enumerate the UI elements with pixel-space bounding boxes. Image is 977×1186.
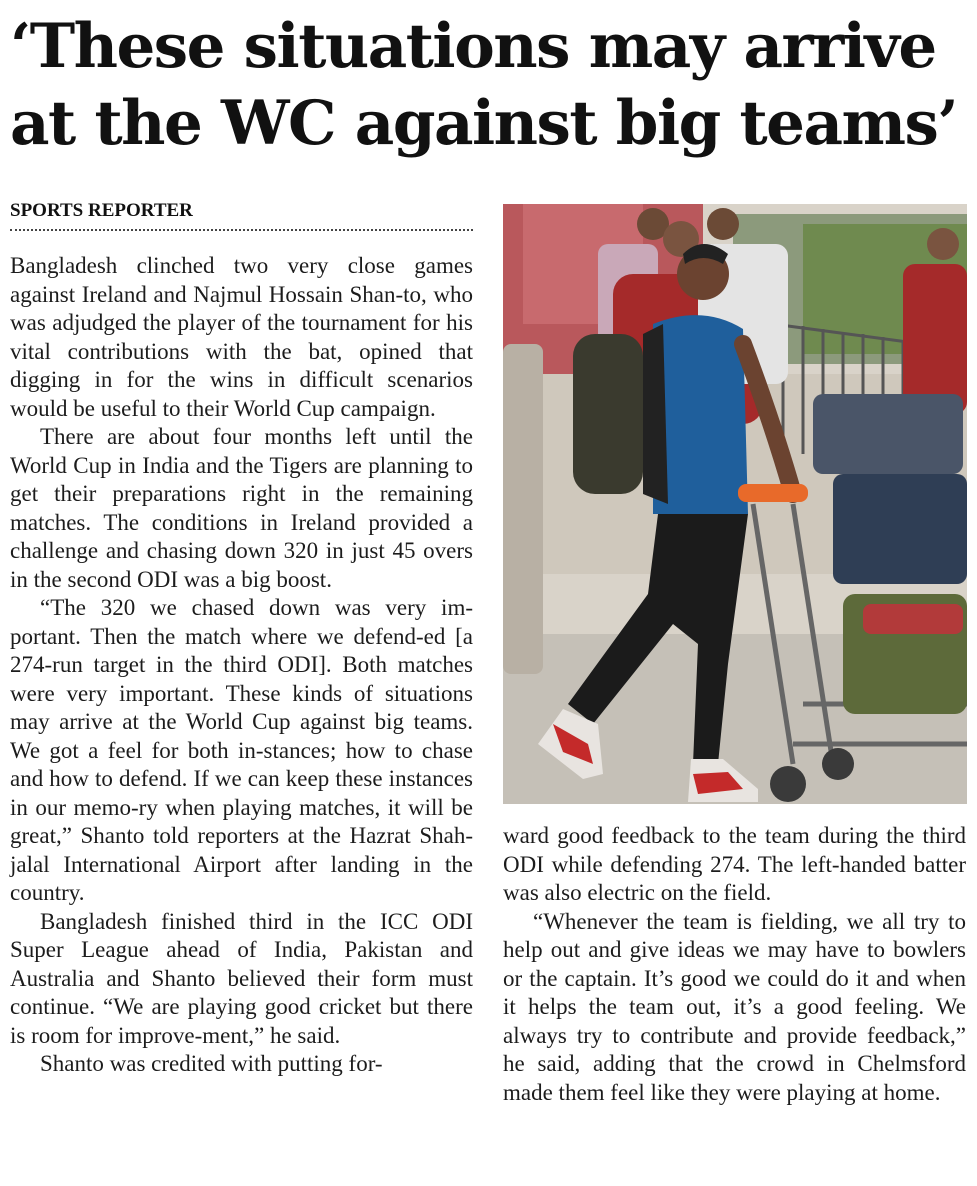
article-column-left [10,252,473,1079]
paragraph: ward good feedback to the team during the third ODI while defending 274. The left-handed batter was also electric on the field. [503,823,966,905]
paragraph: “Whenever the team is fielding, we all try to help out and give ideas we may have to bowlers or the captain. It’s good we could do it and when it helps the team out, it’s a good feeling. We always try to contribute and provide feedback,” he said, adding that the crowd in Chelmsford made them feel like they were playing at home. [503,908,966,1105]
paragraph: “The 320 we chased down was very im-portant. Then the match where we defend-ed [a 274-run target in the third ODI]. Both matches were very important. These kinds of situations may arrive at the World Cup against big teams. We got a feel for both in-stances; how to chase and how to defend. If we can keep these instances in our memo-ry when playing matches, it will be great,” Shanto told reporters at the Hazrat Shah-jalal International Airport after landing in the country. [10,595,473,905]
article-photo [503,204,967,804]
headline-line-1: ‘These situations may arrive [10,11,936,82]
paragraph: Bangladesh finished third in the ICC ODI Super League ahead of India, Pakistan and Australia and Shanto believed their form must continue. “We are playing good cricket but there is room for improve-ment,” he said. [10,908,473,1048]
byline: SPORTS REPORTER [10,200,193,221]
byline-divider [10,229,473,231]
photo-illustration [503,204,967,804]
paragraph: Shanto was credited with putting for- [40,1051,383,1076]
paragraph: Bangladesh clinched two very close games against Ireland and Najmul Hossain Shan-to, who was adjudged the player of the tournament for his vital contributions with the bat, opined that digging in for the wins in difficult scenarios would be useful to their World Cup campaign. [10,253,473,421]
article-column-right [503,822,966,1107]
headline-line-2: at the WC against big teams’ [10,88,958,159]
paragraph: There are about four months left until the World Cup in India and the Tigers are planning to get their preparations right in the remaining matches. The conditions in Ireland provided a challenge and chasing down 320 in just 45 overs in the second ODI was a big boost. [10,424,473,592]
headline [10,8,970,162]
